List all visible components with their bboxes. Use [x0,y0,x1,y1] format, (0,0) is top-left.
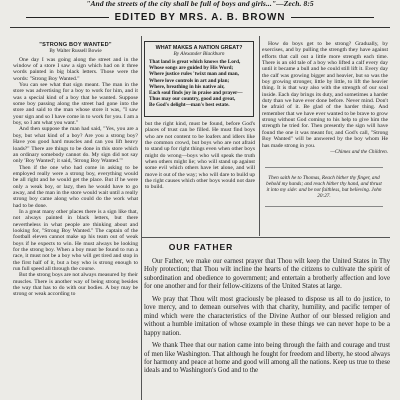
column-divider-left [141,36,142,400]
left-article-byline: By Walter Russell Bowie [49,48,102,55]
middle-article [145,121,255,237]
poem-line: Where, breathing in his native air, [149,83,225,90]
poem-line: Be God's delight—man's best estate. [149,102,230,109]
middle-paragraph: but the right kind, must be found, before God's places of trust can be filled. He must find boys who are not content to be loafers and idlers like the common crowd, but boys who are not afraid to stand up for right things even when other boys might do wrong—boys who will speak the truth when others might lie; who will stand up against some evil which others have let alone, and will move it out of the way; who will dare to build up the right causes which other boys would not dare to build. [145,121,255,191]
editor-credit: EDITED BY MRS. A. B. BROWN [114,11,286,23]
poem-line: Thus may our country, good and great, [149,96,236,103]
left-paragraph: You can see what that sign meant. The man in the store was advertising for a boy to work for him, and it was a special kind of a boy that he wanted. Suppose some boy passing along the street had gone into the store and said to the man whose store it was, "I saw your sign and so I have come in to work for you. I am a boy, so I am what you want." [13,82,138,127]
header-quote: "And the streets of the city shall be full of boys and girls..."—Zech. 8:5 [86,0,314,8]
page-header [0,0,400,28]
poem-byline: By Alexander Blackburn [173,51,225,57]
header-divider [10,27,390,28]
editor-rule-right [291,17,374,18]
poem-title: WHAT MAKES A NATION GREAT? [155,45,243,51]
left-paragraph: One day I was going along the street and in the window of a store I saw a sign which had on it three words painted in big black letters. Those were the words: "Strong Boy Wanted." [13,56,138,82]
right-article-source: —Chimes and the Children. [330,148,388,155]
poem-line: Whose songs are guided by His Word; [149,65,234,72]
editor-rule-left [26,17,109,18]
prayer-body [144,258,390,400]
poem-lines [149,59,249,109]
poem-line: That land is great which knows the Lord, [149,59,241,65]
prayer-paragraph: We thank Thee that our nation came into being through the faith and courage and trust of men like Washington. That although he fought for freedom and liberty, he stood always for harmony and peace at home and good will among all the nations. Keep us true to these ideals and to Washington's God and to the [144,342,390,375]
left-paragraph: Then if the one who had come in asking to be employed really were a strong boy, everything would be all right and he would get the place. But if he were only a weak boy, or lazy, then he would have to go away, and the man in the store would wait until a really strong boy came along who could do the work what had to be done. [13,164,138,209]
prayer-divider [142,237,390,238]
left-article-title: "STRONG BOY WANTED" [39,42,112,48]
poem-line: Where justice rules 'twixt man and man, [149,71,239,78]
prayer-paragraph: Our Father, we make our earnest prayer that Thou wilt keep the United States in Thy Holy protection; that Thou wilt incline the hearts of the citizens to cultivate the spirit of subordination and obedience to government; and entertain a brotherly affection and love for one another and for their fellow-citizens of the United States at large. [144,258,390,291]
right-article [262,41,388,166]
left-paragraph: And then suppose the man had said, "Yes, you are a boy, but what kind of a boy? Are you a strong boy? Have you good hard muscles and can you lift heavy loads?" There are things to be done in this store which an ordinary somebody cannot do. My sign did not say only 'Boy Wanted'; it said, 'Strong Boy Wanted.'" [13,126,138,165]
scripture-text: Then saith he to Thomas, Reach hither thy finger, and behold my hands; and reach hither thy hand, and thrust it into my side: and be not faithless, but believing. John 20:27. [266,174,382,200]
poem-box [144,41,254,117]
left-article [13,42,138,400]
left-paragraph: But the strong boys are not always measured by their muscles. There is another way of being strong besides the way that has to do with our bodies. A boy may be strong or weak according to [13,272,138,298]
column-divider-right [259,36,260,236]
right-paragraph: How do boys get to be strong? Gradually, by exercises, and by pulling the strength they have against efforts that call out a little more strength each time. There is an old tale of a boy who lifted a calf every day until it became a bull and he could still lift it. Every day the calf was growing bigger and heavier, but so was the boy growing stronger, little by little, to lift the heavier thing. It is that way also with the strength of our soul inside. Each day brings its duty, and sometimes a harder duty than we have ever done before. Never mind. Don't be afraid of it. Be glad of the harder thing. And remember that we have ever wanted to be brave to grow strong without God coming to his help to give him the strength he tried for. Then presently the sign will have found the one it was meant for, and God's call, "Strong Boy Wanted" will be answered by the boy whom He has made strong in you. [262,41,388,149]
poem-line: Where love controls in art and plan; [149,77,230,84]
editor-line [20,10,380,24]
scripture-box [265,167,383,207]
poem-line: Each soul finds joy in praise and prayer— [149,90,243,97]
prayer-title: OUR FATHER [168,242,234,252]
left-paragraph: In a great many other places there is a sign like that, not always painted in black letters, but there nevertheless in what people are thinking about and looking for, "Strong Boy Wanted." The captain of the football eleven cannot make up his team out of weak boys if he expects to win. He must always be looking for the strong boy. When a boy must be found to run a race, it must not be a boy who will get tired and stop in the first half of it, but a boy who is strong enough to run full speed all through the course. [13,208,138,273]
prayer-paragraph: We pray that Thou wilt most graciously be pleased to dispose us all to do justice, to love mercy, and to demean ourselves with that charity, humility, and pacific temper of mind which were the characteristics of the Divine Author of our blessed religion and without a humble imitation of whose example in these things we can never hope to be a happy nation. [144,295,390,337]
